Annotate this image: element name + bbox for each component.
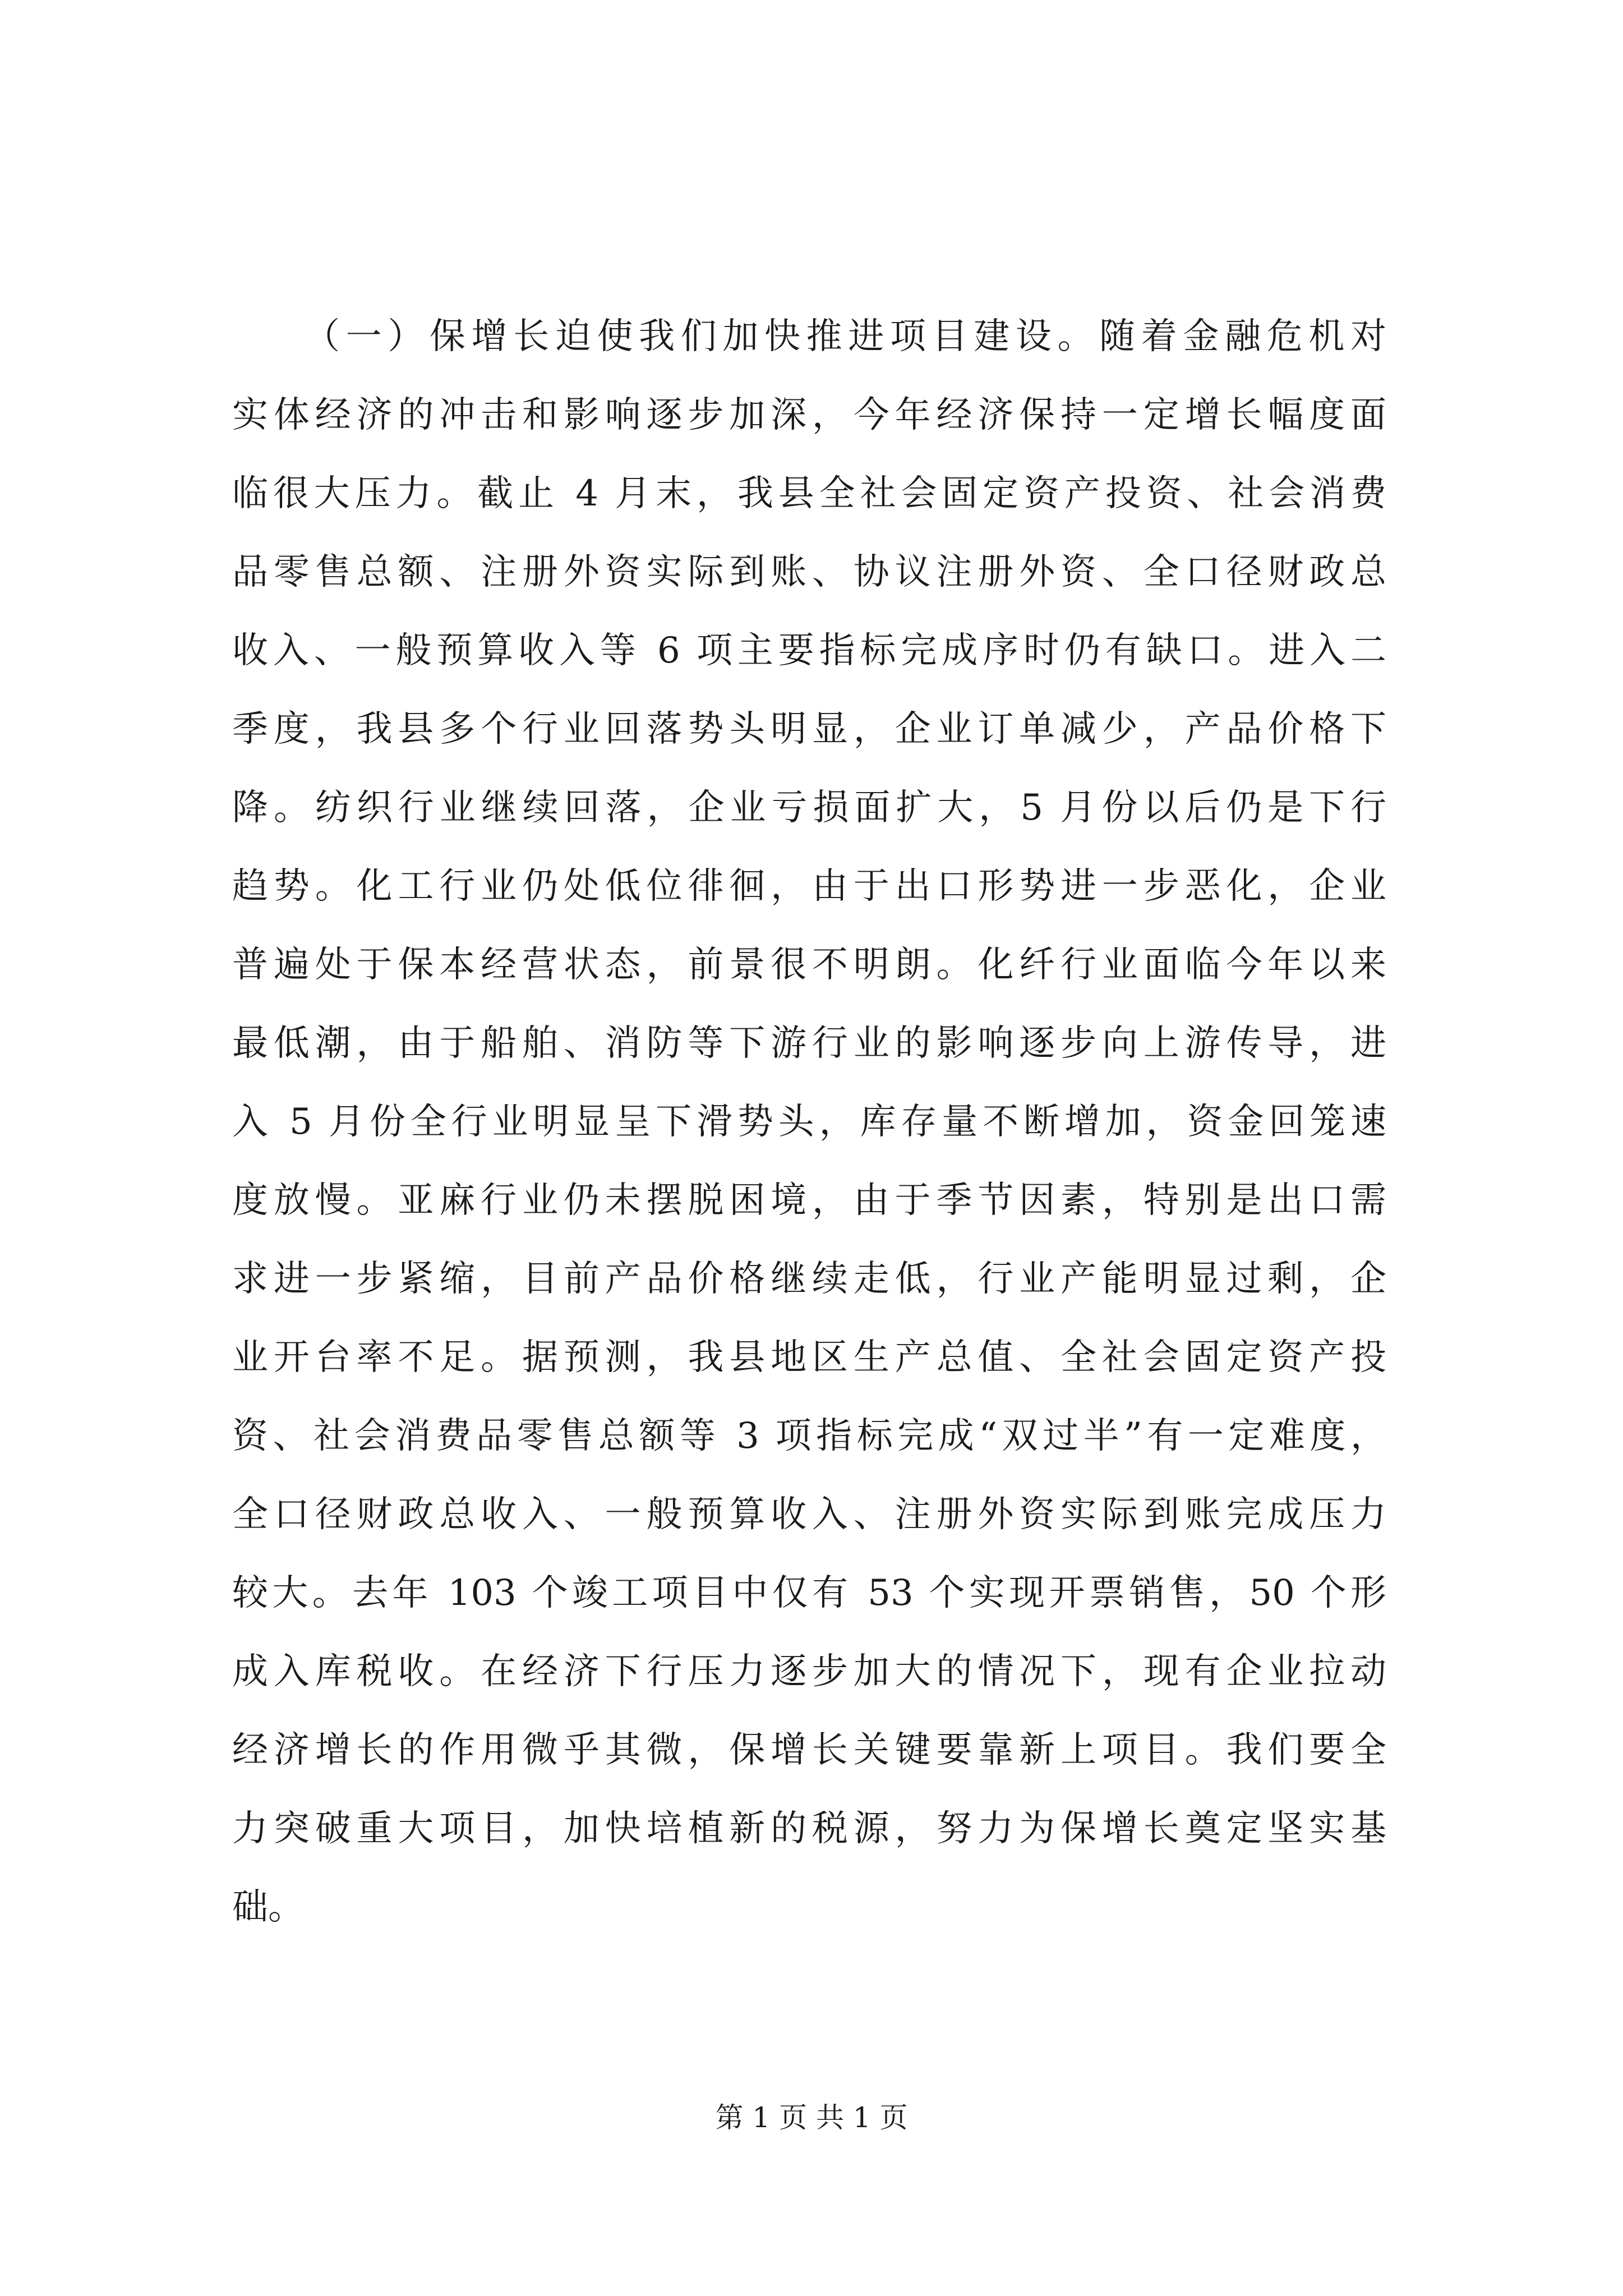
- paragraph-line: 较大。去年 103 个竣工项目中仅有 53 个实现开票销售，50 个形: [232, 1572, 1386, 1614]
- page-number-footer: 第 1 页 共 1 页: [715, 2101, 908, 2134]
- paragraph-line: 成入库税收。在经济下行压力逐步加大的情况下，现有企业拉动: [232, 1651, 1386, 1692]
- paragraph-line: 入 5 月份全行业明显呈下滑势头，库存量不断增加，资金回笼速: [232, 1101, 1386, 1143]
- paragraph-line: 最低潮，由于船舶、消防等下游行业的影响逐步向上游传导，进: [232, 1023, 1386, 1064]
- paragraph-line: 全口径财政总收入、一般预算收入、注册外资实际到账完成压力: [232, 1494, 1386, 1535]
- paragraph-line: 实体经济的冲击和影响逐步加深，今年经济保持一定增长幅度面: [232, 394, 1386, 436]
- paragraph-line: （一）保增长迫使我们加快推进项目建设。随着金融危机对: [304, 316, 1386, 357]
- paragraph-line: 收入、一般预算收入等 6 项主要指标完成序时仍有缺口。进入二: [232, 630, 1386, 671]
- paragraph-line: 季度，我县多个行业回落势头明显，企业订单减少，产品价格下: [232, 708, 1386, 750]
- paragraph-line: 品零售总额、注册外资实际到账、协议注册外资、全口径财政总: [232, 551, 1386, 593]
- paragraph-line: 临很大压力。截止 4 月末，我县全社会固定资产投资、社会消费: [232, 473, 1386, 514]
- paragraph-line: 普遍处于保本经营状态，前景很不明朗。化纤行业面临今年以来: [232, 944, 1386, 986]
- paragraph-line: 业开台率不足。据预测，我县地区生产总值、全社会固定资产投: [232, 1337, 1386, 1378]
- paragraph-line: 趋势。化工行业仍处低位徘徊，由于出口形势进一步恶化，企业: [232, 866, 1386, 907]
- paragraph-line: 资、社会消费品零售总额等 3 项指标完成“双过半”有一定难度，: [232, 1415, 1386, 1457]
- paragraph-line: 求进一步紧缩，目前产品价格继续走低，行业产能明显过剩，企: [232, 1258, 1386, 1300]
- body-paragraph: [232, 297, 1386, 1947]
- paragraph-line: 降。纺织行业继续回落，企业亏损面扩大，5 月份以后仍是下行: [232, 787, 1386, 829]
- paragraph-line: 础。: [232, 1887, 304, 1928]
- paragraph-line: 经济增长的作用微乎其微，保增长关键要靠新上项目。我们要全: [232, 1729, 1386, 1771]
- paragraph-line: 力突破重大项目，加快培植新的税源，努力为保增长奠定坚实基: [232, 1808, 1386, 1849]
- paragraph-line: 度放慢。亚麻行业仍未摆脱困境，由于季节因素，特别是出口需: [232, 1180, 1386, 1221]
